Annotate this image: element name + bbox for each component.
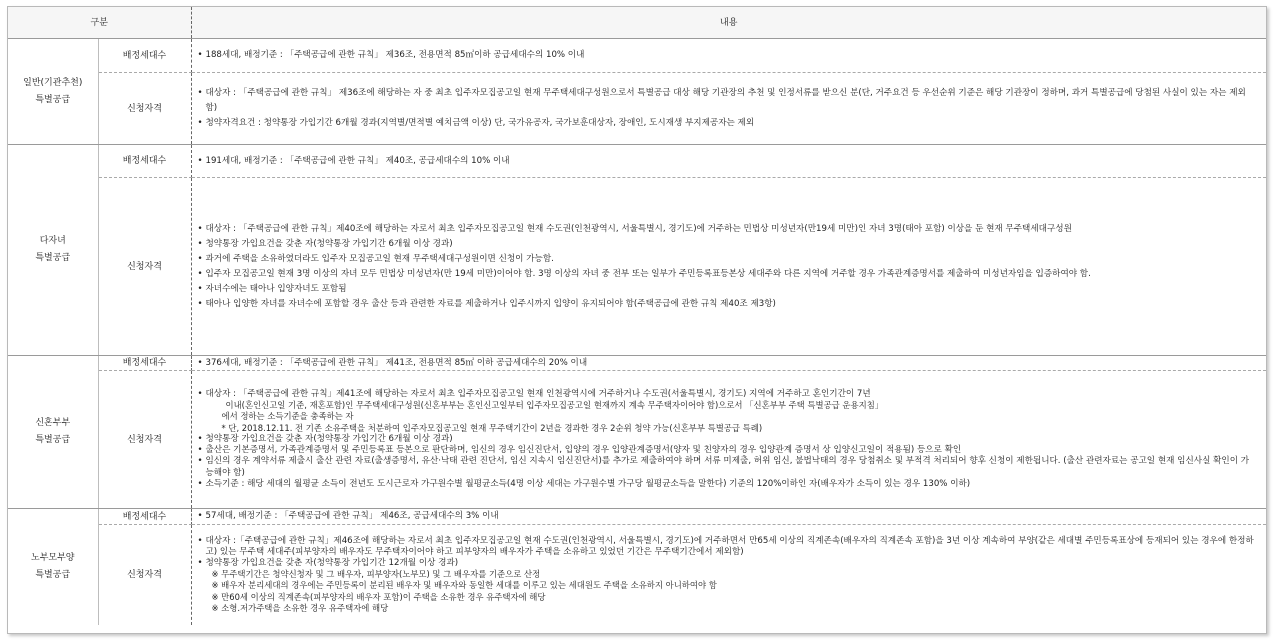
- list-item: • 소득기준 : 해당 세대의 월평균 소득이 전년도 도시근로자 가구원수별 월평균소득(4명 이상 세대는 가구원수별 가구당 월평균소득을 말한다) 기준의 120%이하인 자(배우자가 소득이 있는 경우 130% 이하): [197, 478, 971, 489]
- section-name-line: 일반(기관추천): [23, 77, 83, 88]
- row-content: [191, 371, 1266, 509]
- row-label-eligibility: 신청자격: [98, 371, 191, 509]
- list-item: • 청약통장 가입요건을 갖춘 자(청약통장 가입기간 6개월 이상 경과): [197, 433, 453, 444]
- list-item-note: ※ 소형.저가주택을 소유한 경우 유주택자에 해당: [211, 602, 389, 613]
- supply-table-frame: [7, 6, 1267, 634]
- row-content: [191, 178, 1266, 356]
- list-item: • 376세대, 배정기준 : 「주택공급에 관한 규칙」 제41조, 전용면적 85㎡ 이하 공급세대수의 20% 이내: [197, 357, 588, 368]
- table-row: [8, 145, 1266, 178]
- list-item: • 임신의 경우 계약서류 제출시 출산 관련 자료(출생증명서, 유산·낙태 관련 진단서, 임신 지속시 임신진단서)를 추가로 제출하여야 하며 서류 미제출, 허위 임신, 불법낙태의 경우 당첨취소 및 부적격 처리되어 향후 신청이 제한됩니다. (출산 관련자료는 공고일 현재 임신사실 확인이 가능해야 함): [197, 456, 1250, 478]
- list-item: • 청약통장 가입요건을 갖춘 자(청약통장 가입기간 12개월 이상 경과): [197, 557, 459, 568]
- list-item-note: * 단, 2018.12.11. 전 기존 소유주택을 처분하여 입주자모집공고일 현재 무주택기간이 2년을 경과한 경우 2순위 청약 가능(신혼부부 특별공급 특례): [221, 422, 763, 433]
- row-label-allocation: 배정세대수: [98, 509, 191, 525]
- row-label-allocation: 배정세대수: [98, 145, 191, 178]
- list-item: • 청약통장 가입요건을 갖춘 자(청약통장 가입기간 6개월 이상 경과): [197, 238, 453, 249]
- row-label-eligibility: 신청자격: [98, 525, 191, 625]
- row-content: [191, 525, 1266, 625]
- list-item-note: ※ 만60세 이상의 직계존속(피부양자의 배우자 포함)이 주택을 소유한 경우 유주택자에 해당: [211, 591, 546, 602]
- section-elderly-parent-label: [8, 509, 98, 625]
- table-row: [8, 371, 1266, 509]
- section-name-line: 특별공급: [35, 94, 71, 105]
- list-item: • 태아나 입양한 자녀를 자녀수에 포함할 경우 출산 등과 관련한 자료를 제출하거나 입주시까지 입양이 유지되어야 함(주택공급에 관한 규칙 제40조 제3항): [197, 298, 776, 309]
- row-content: [191, 39, 1266, 73]
- list-item: • 과거에 주택을 소유하였더라도 입주자 모집공고일 현재 무주택세대구성원이면 신청이 가능함.: [197, 253, 554, 264]
- row-label-eligibility: 신청자격: [98, 73, 191, 145]
- list-item-continuation: 에서 정하는 소득기준을 충족하는 자: [221, 411, 354, 422]
- section-general-label: [8, 39, 98, 145]
- table-row: [8, 73, 1266, 145]
- row-label-eligibility: 신청자격: [98, 178, 191, 356]
- section-newlywed-label: [8, 356, 98, 509]
- list-item: • 191세대, 배정기준 : 「주택공급에 관한 규칙」 제40조, 공급세대수의 10% 이내: [197, 155, 510, 166]
- table-row: [8, 356, 1266, 371]
- section-name-line: 특별공급: [35, 569, 71, 580]
- section-multichild-label: [8, 145, 98, 356]
- table-header-row: [8, 7, 1266, 39]
- list-item: • 대상자 :「주택공급에 관한 규칙」제46조에 해당하는 자로서 최초 입주자모집공고일 현재 수도권(인천광역시, 서울특별시, 경기도)에 거주하면서 만65세 이상의 직계존속(배우자의 직계존속 포함)을 3년 이상 계속하여 부양(같은 세대별 주민등록표상에 등재되어 있는 경우에 한정하고) 있는 무주택 세대주(피부양자의 배우자도 무주택자이어야 하고 피부양자의 배우자가 주택을 소유하고 있었던 기간은 무주택기간에서 제외함): [197, 535, 1254, 557]
- list-item: • 청약자격요건 : 청약통장 가입기간 6개월 경과(지역별/면적별 예치금액 이상) 단, 국가유공자, 국가보훈대상자, 장애인, 도시재생 부지제공자는 제외: [197, 118, 755, 128]
- list-item: • 입주자 모집공고일 현재 3명 이상의 자녀 모두 민법상 미성년자(만 19세 미만)이어야 함. 3명 이상의 자녀 중 전부 또는 일부가 주민등록표등본상 세대주와 다른 지역에 거주할 경우 가족관계증명서를 제출하여 미성년자임을 입증하여야 함.: [197, 268, 1091, 279]
- table-row: [8, 509, 1266, 525]
- special-supply-table: [8, 7, 1266, 625]
- section-name-line: 신혼부부: [35, 418, 71, 428]
- list-item: • 출산은 기본증명서, 가족관계증명서 및 주민등록표 등본으로 판단하며, 임신의 경우 임신진단서, 입양의 경우 입양관계증명서(양자 및 친양자의 경우 입양관계 증명서 상 입양신고일이 적용됨) 등으로 확인: [197, 445, 962, 456]
- section-name-line: 특별공급: [35, 253, 71, 263]
- list-item: • 188세대, 배정기준 : 「주택공급에 관한 규칙」 제36조, 전용면적 85㎡이하 공급세대수의 10% 이내: [197, 50, 585, 60]
- list-item-note: ※ 배우자 분리세대의 경우에는 주민등록이 분리된 배우자 및 배우자와 동일한 세대를 이루고 있는 세대원도 주택을 소유하지 아니하여야 함: [211, 580, 717, 591]
- section-name-line: 노부모부양: [31, 552, 75, 563]
- section-name-line: 다자녀: [39, 236, 66, 246]
- header-category: 구분: [8, 7, 191, 39]
- table-row: [8, 39, 1266, 73]
- list-item: • 대상자 : 「주택공급에 관한 규칙」제40조에 해당하는 자로서 최초 입주자모집공고일 현재 수도권(인천광역시, 서울특별시, 경기도)에 거주하는 민법상 미성년자(만19세 미만)인 자녀 3명(태아 포함) 이상을 둔 현재 무주택세대구성원: [197, 223, 1072, 234]
- row-label-allocation: 배정세대수: [98, 39, 191, 73]
- list-item-note: ※ 무주택기간은 청약신청자 및 그 배우자, 피부양자(노부모) 및 그 배우자를 기준으로 산정: [211, 569, 541, 580]
- list-item: • 자녀수에는 태아나 입양자녀도 포함됨: [197, 283, 347, 294]
- section-name-line: 특별공급: [35, 435, 71, 445]
- list-item: • 대상자 : 「주택공급에 관한 규칙」제41조에 해당하는 자로서 최초 입주자모집공고일 현재 인천광역시에 거주하거나 수도권(서울특별시, 경기도) 지역에 거주하고 혼인기간이 7년: [197, 389, 871, 400]
- table-row: [8, 178, 1266, 356]
- row-label-allocation: 배정세대수: [98, 356, 191, 371]
- list-item: • 대상자 : 「주택공급에 관한 규칙」 제36조에 해당하는 자 중 최초 입주자모집공고일 현재 무주택세대구성원으로서 특별공급 대상 해당 기관장의 추천 및 인정서류를 받으신 분(단, 거주요건 등 우선순위 기준은 해당 기관장이 정하며, 과거 특별공급에 당첨된 사실이 있는 자는 제외함): [197, 88, 1246, 113]
- header-content: 내용: [191, 7, 1266, 39]
- row-content: [191, 73, 1266, 145]
- list-item-continuation: 이내(혼인신고일 기준, 재혼포함)인 무주택세대구성원(신혼부부는 혼인신고일부터 입주자모집공고일 현재까지 계속 무주택자이어야 함)으로서 「신혼부부 주택 특별공급 운용지침」: [225, 400, 884, 411]
- row-content: [191, 145, 1266, 178]
- row-content: [191, 356, 1266, 371]
- list-item: • 57세대, 배정기준 : 「주택공급에 관한 규칙」 제46조, 공급세대수의 3% 이내: [197, 511, 499, 521]
- table-row: [8, 525, 1266, 625]
- row-content: [191, 509, 1266, 525]
